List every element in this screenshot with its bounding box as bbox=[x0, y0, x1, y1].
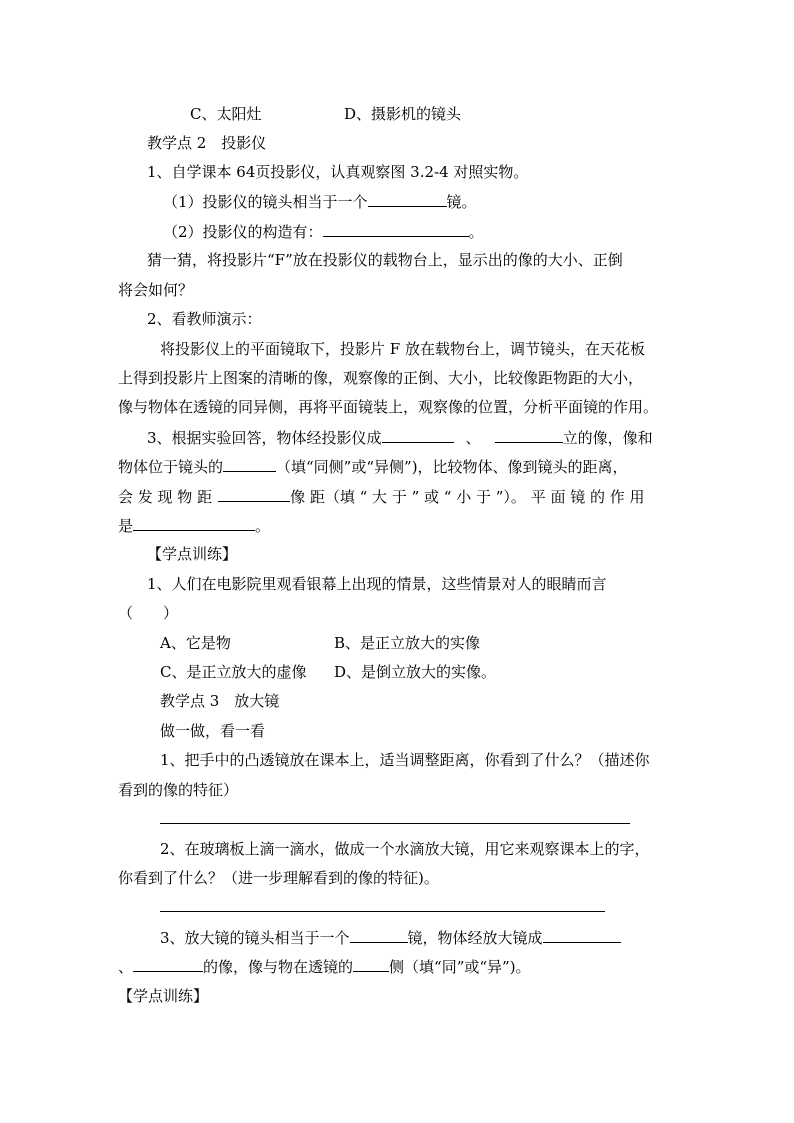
text-line: （填“同侧”或“异侧”)，比较物体、像到镜头的距离， bbox=[276, 458, 628, 476]
text-line: 。 bbox=[468, 223, 484, 241]
fill-in-line bbox=[147, 427, 653, 448]
fill-in-line bbox=[118, 456, 628, 477]
fill-in-line bbox=[160, 927, 621, 948]
text-line: 是 bbox=[118, 517, 134, 535]
text-line: 上得到投影片上图案的清晰的像，观察像的正倒、大小，比较像距物距的大小， bbox=[118, 369, 644, 387]
answer-line[interactable] bbox=[160, 911, 605, 912]
answer-bracket[interactable]: （ ） bbox=[118, 604, 179, 622]
text-line: 你看到了什么？（进一步理解看到的像的特征)。 bbox=[118, 869, 439, 887]
text-line: 的像，像与物在透镜的 bbox=[203, 958, 354, 976]
text-line: 3、根据实验回答，物体经投影仪成 bbox=[147, 429, 382, 447]
option-d: D、是倒立放大的实像。 bbox=[334, 663, 497, 681]
fill-in-line bbox=[118, 486, 645, 507]
text-line: 、 bbox=[465, 429, 481, 447]
answer-blank[interactable] bbox=[368, 191, 447, 207]
answer-line[interactable] bbox=[160, 823, 630, 824]
fill-in-line bbox=[118, 956, 531, 977]
fill-in-line bbox=[163, 191, 477, 212]
text-line: 猜一猜，将投影片“F”放在投影仪的载物台上，显示出的像的大小、正倒 bbox=[147, 251, 623, 269]
text-line: 像与物体在透镜的同异侧，再将平面镜装上，观察像的位置，分析平面镜的作用。 bbox=[118, 398, 659, 416]
answer-blank[interactable] bbox=[543, 927, 621, 943]
text-line: 看到的像的特征） bbox=[118, 781, 239, 799]
question-text: 1、人们在电影院里观看银幕上出现的情景，这些情景对人的眼睛而言 bbox=[147, 575, 607, 593]
section-title-projector: 教学点 2 投影仪 bbox=[147, 134, 267, 152]
text-line: 立的像，像和 bbox=[562, 429, 653, 447]
answer-blank[interactable] bbox=[133, 956, 203, 972]
text-line: 将投影仪上的平面镜取下，投影片 F 放在载物台上，调节镜头，在天花板 bbox=[160, 340, 645, 358]
text-line: 物体位于镜头的 bbox=[118, 458, 224, 476]
section-title-magnifier: 教学点 3 放大镜 bbox=[160, 692, 280, 710]
answer-blank[interactable] bbox=[218, 486, 290, 502]
answer-blank[interactable] bbox=[223, 456, 276, 472]
text-line: （1）投影仪的镜头相当于一个 bbox=[163, 193, 368, 211]
text-line: 镜，物体经放大镜成 bbox=[407, 929, 543, 947]
fill-in-line bbox=[118, 515, 270, 536]
option-b: B、是正立放大的实像 bbox=[334, 634, 481, 652]
text-line: 2、在玻璃板上滴一滴水，做成一个水滴放大镜，用它来观察课本上的字， bbox=[160, 840, 650, 858]
text-line: 侧（填“同”或“异”)。 bbox=[389, 958, 531, 976]
answer-blank[interactable] bbox=[495, 427, 563, 443]
text-line: 像 距（填 “ 大 于 ” 或 “ 小 于 ”）。 平 面 镜 的 作 用 bbox=[290, 488, 645, 506]
option-c-solar-cooker: C、太阳灶 bbox=[190, 105, 262, 123]
text-line: 镜。 bbox=[446, 193, 477, 211]
text-line: 1、把手中的凸透镜放在课本上，适当调整距离，你看到了什么？（描述你 bbox=[160, 751, 650, 769]
answer-blank[interactable] bbox=[133, 515, 255, 531]
text-line: 做一做，看一看 bbox=[160, 722, 266, 740]
option-d-camera-lens: D、摄影机的镜头 bbox=[344, 105, 462, 123]
option-c: C、是正立放大的虚像 bbox=[160, 663, 307, 681]
text-line: 。 bbox=[255, 517, 271, 535]
text-line: 2、看教师演示： bbox=[147, 310, 262, 328]
section-heading-practice: 【学点训练】 bbox=[118, 987, 209, 1005]
text-line: 会 发 现 物 距 bbox=[118, 488, 213, 506]
text-line: 将会如何？ bbox=[118, 281, 194, 299]
option-a: A、它是物 bbox=[160, 634, 231, 652]
answer-blank[interactable] bbox=[382, 427, 454, 443]
text-line: 、 bbox=[118, 958, 134, 976]
fill-in-line bbox=[163, 221, 484, 242]
text-line: 1、自学课本 64页投影仪，认真观察图 3.2-4 对照实物。 bbox=[147, 163, 529, 181]
text-line: （2）投影仪的构造有： bbox=[163, 223, 323, 241]
answer-blank[interactable] bbox=[323, 221, 469, 237]
answer-blank[interactable] bbox=[353, 956, 389, 972]
answer-blank[interactable] bbox=[350, 927, 408, 943]
section-heading-practice: 【学点训练】 bbox=[147, 545, 238, 563]
text-line: 3、放大镜的镜头相当于一个 bbox=[160, 929, 350, 947]
